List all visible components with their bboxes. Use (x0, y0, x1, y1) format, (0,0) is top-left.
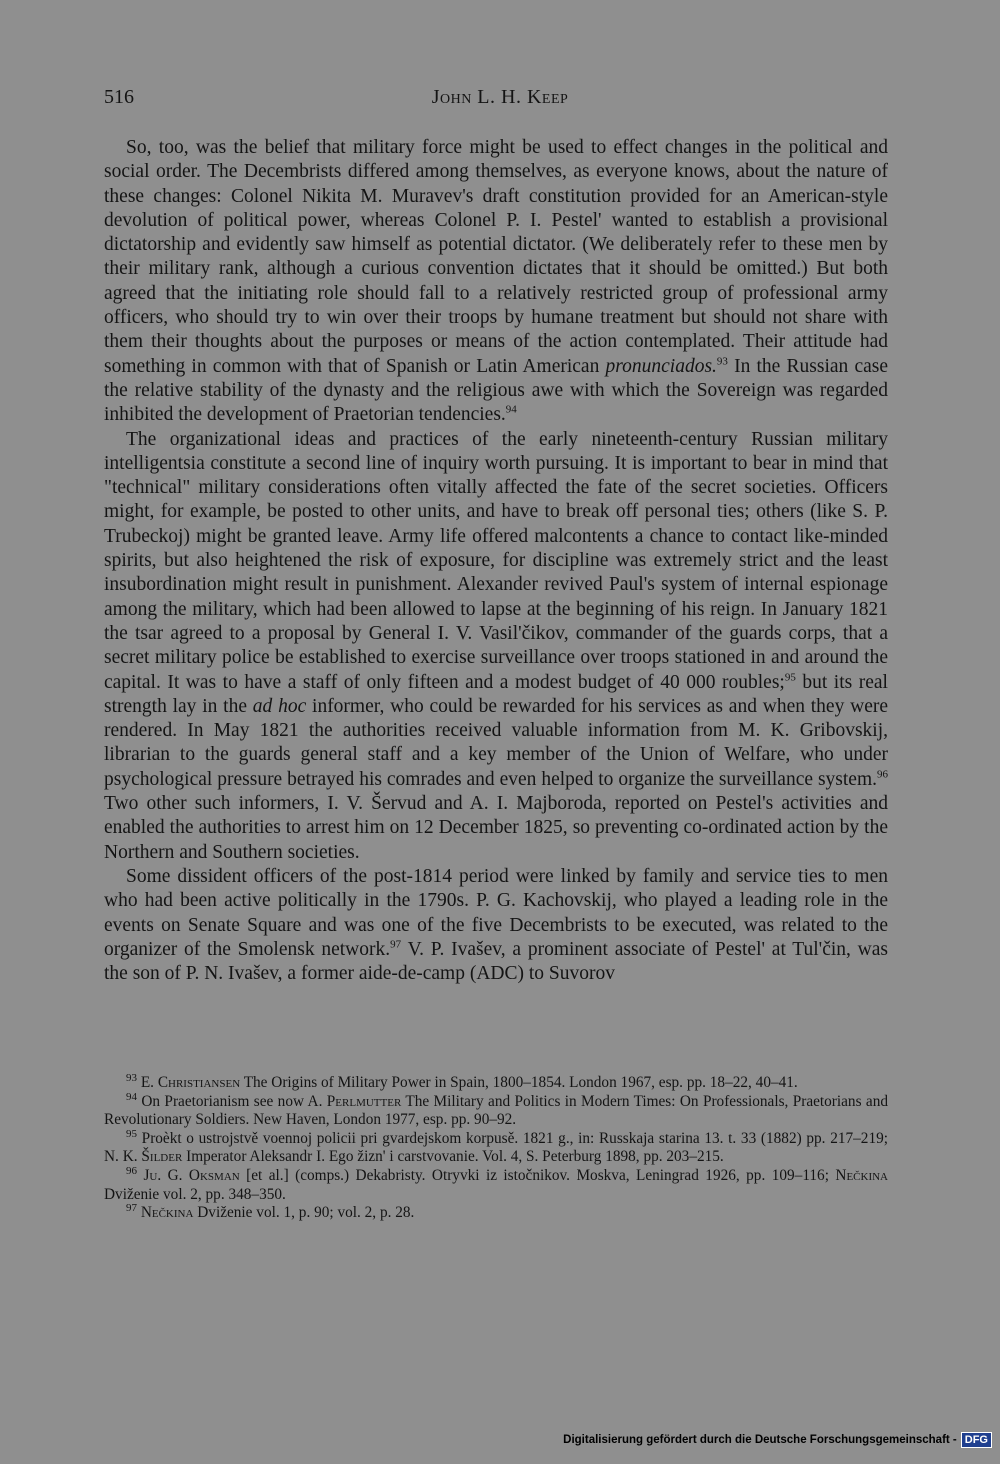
footnote-96: $^{96}$ Ju. G. Oksman [et al.] (comps.) Dekabristy. Otryvki iz istočnikov. Moskva, Leningrad 1926, pp. 109–116; Nečkina Dviženie vol. 2, pp. 348–350. (104, 1164, 888, 1203)
emphasis-pronunciados: pronunciados. (605, 355, 717, 377)
footnote-93: $^{93}$ E. Christiansen The Origins of Military Power in Spain, 1800–1854. London 1967, esp. pp. 18–22, 40–41. (126, 1071, 798, 1091)
footnote-ref-95: 95 (784, 671, 796, 684)
footnote-ref-94: 94 (505, 403, 517, 416)
paragraph-2: The organizational ideas and practices of the early nineteenth-century Russian military intelligentsia constitute a second line of inquiry worth pursuing. It is important to bear in mind that "technical" military considerations often vitally affected the fate of the secret societies. Officers might, for example, be posted to other units, and have to break off personal ties; others (like S. P. Trubeckoj) might be granted leave. Army life offered malcontents a chance to contact like-minded spirits, but also heightened the risk of exposure, for discipline was extremely strict and the least insubordination might result in punishment. Alexander revived Paul's system of internal espionage among the military, which had been allowed to lapse at the beginning of his reign. In January 1821 the tsar agreed to a proposal by General I. V. Vasil'čikov, commander of the guards corps, that a secret military police be established to exercise surveillance over troops stationed in and around the capital. It was to have a staff of only fifteen and a modest budget of 40 000 roubles;$^{95}$ but its real strength lay in the ad hoc informer, who could be rewarded for his services as and when they were rendered. In May 1821 the authorities received valuable information from M. K. Gribovskij, librarian to the guards general staff and a key member of the Union of Welfare, who under psychological pressure betrayed his comrades and even helped to organize the surveillance system.$^{96}$ Two other such informers, I. V. Šervud and A. I. Majboroda, reported on Pestel's activities and enabled the authorities to arrest him on 12 December 1825, so preventing co-ordinated action by the Northern and Southern societies. (104, 428, 888, 863)
dfg-logo: DFG (961, 1432, 992, 1448)
footnote-95: $^{95}$ Proèkt o ustrojstvě voennoj policii pri gvardejskom korpusě. 1821 g., in: Russkaja starina 13. t. 33 (1882) pp. 217–219; N. K. Šilder Imperator Aleksandr I. Ego žizn' i carstvovanie. Vol. 4, S. Peterburg 1898, pp. 203–215. (104, 1127, 888, 1166)
body-text (104, 136, 888, 986)
paragraph-1: So, too, was the belief that military force might be used to effect changes in the political and social order. The Decembrists differed among themselves, as everyone knows, about the nature of these changes: Colonel Nikita M. Muravev's draft constitution provided for an American-style devolution of political power, whereas Colonel P. I. Pestel' wanted to establish a provisional dictatorship and evidently saw himself as potential dictator. (We deliberately refer to these men by their military rank, although a curious convention dictates that it should be omitted.) But both agreed that the initiating role should fall to a relatively restricted group of professional army officers, who should try to win over their troops by humane treatment but should not share with them their thoughts about the purposes or means of the action contemplated. Their attitude had something in common with that of Spanish or Latin American pronunciados.$^{93}$ In the Russian case the relative stability of the dynasty and the religious awe with which the Sovereign was regarded inhibited the development of Praetorian tendencies.$^{94}$ (104, 137, 888, 426)
footnote-ref-97: 97 (390, 938, 402, 951)
footnote-97: $^{97}$ Nečkina Dviženie vol. 1, p. 90; vol. 2, p. 28. (126, 1202, 415, 1222)
emphasis-ad-hoc: ad hoc (252, 695, 307, 717)
paragraph-3: Some dissident officers of the post-1814 period were linked by family and service ties to men who had been active politically in the 1790s. P. G. Kachovskij, who played a leading role in the events on Senate Square and was one of the five Decembrists to be executed, was related to the organizer of the Smolensk network.$^{97}$ V. P. Ivašev, a prominent associate of Pestel' at Tul'čin, was the son of P. N. Ivašev, a former aide-de-camp (ADC) to Suvorov (104, 865, 888, 985)
digitization-note: Digitalisierung gefördert durch die Deutsche Forschungsgemeinschaft - (563, 1434, 957, 1446)
footnotes (104, 1071, 888, 1223)
footnote-94: $^{94}$ On Praetorianism see now A. Perlmutter The Military and Politics in Modern Times: On Professionals, Praetorians and Revolutionary Soldiers. New Haven, London 1977, esp. pp. 90–92. (104, 1090, 888, 1129)
footnote-ref-96: 96 (877, 768, 888, 781)
page-number: 516 (104, 86, 134, 108)
running-head: John L. H. Keep (431, 86, 569, 108)
footnote-ref-93: 93 (716, 355, 728, 368)
digitization-footer (563, 1432, 992, 1448)
